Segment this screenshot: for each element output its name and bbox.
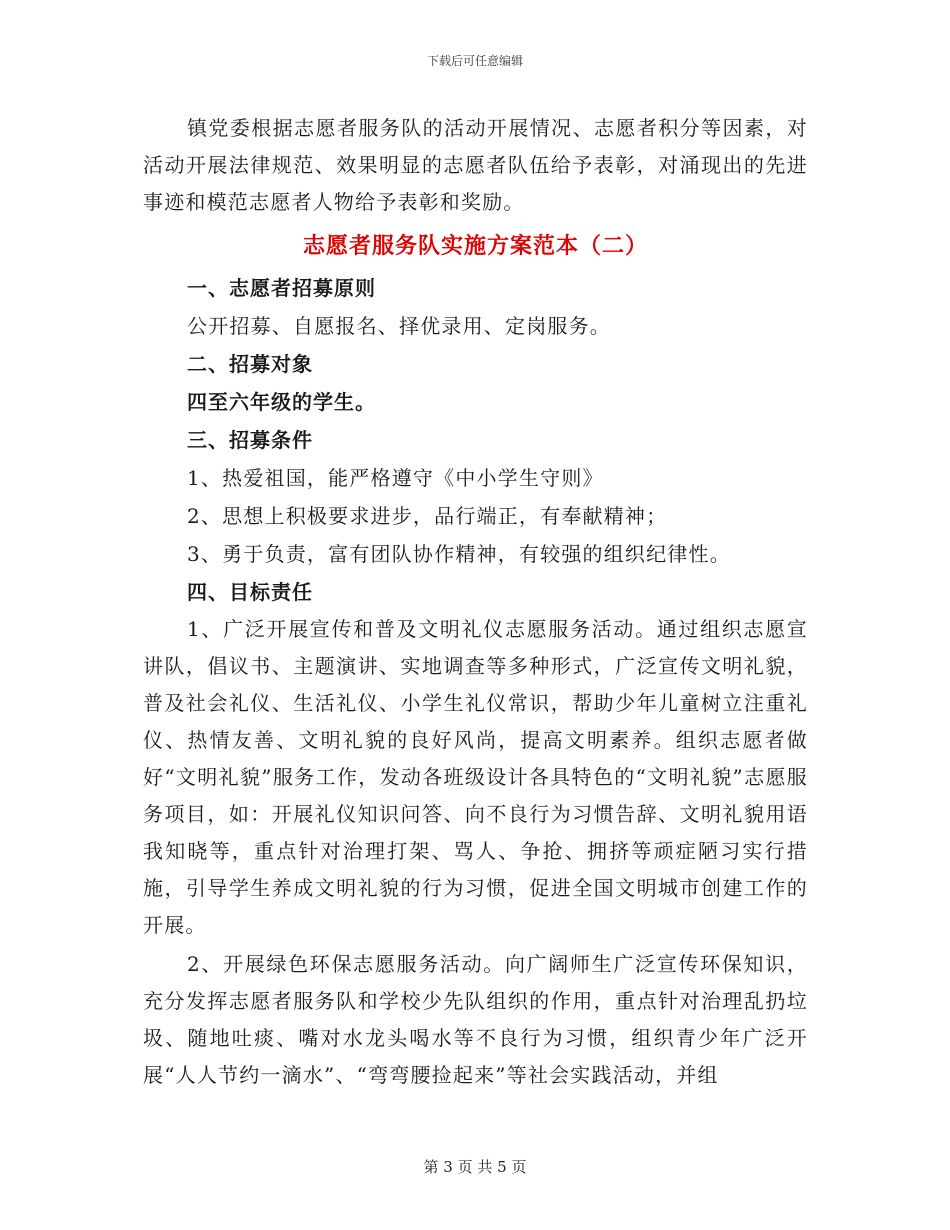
section2-heading: 二、招募对象 [187, 352, 313, 376]
page-number-footer: 第 3 页 共 5 页 [423, 1158, 527, 1176]
section1-heading: 一、志愿者招募原则 [187, 276, 376, 300]
section1-text: 公开招募、自愿报名、择优录用、定岗服务。 [187, 314, 611, 338]
goal-paragraph-2: 2、开展绿色环保志愿服务活动。向广阔师生广泛宣传环保知识，充分发挥志愿者服务队和学校少先队组织的作用，重点针对治理乱扔垃圾、随地吐痰、嘴对水龙头喝水等不良行为习惯，组织青少年广泛开展“人人节约一滴水”、“弯弯腰捡起来”等社会实践活动，并组 [143, 952, 808, 1087]
section4-heading: 四、目标责任 [187, 580, 313, 604]
condition-item: 1、热爱祖国，能严格遵守《中小学生守则》 [187, 466, 604, 490]
page-header-note: 下载后可任意编辑 [426, 54, 523, 68]
goal-paragraph-1: 1、广泛开展宣传和普及文明礼仪志愿服务活动。通过组织志愿宣讲队，倡议书、主题演讲、实地调查等多种形式，广泛宣传文明礼貌，普及社会礼仪、生活礼仪、小学生礼仪常识，帮助少年儿童树立注重礼仪、热情友善、文明礼貌的良好风尚，提高文明素养。组织志愿者做好“文明礼貌”服务工作，发动各班级设计各具特色的“文明礼貌”志愿服务项目，如：开展礼仪知识问答、向不良行为习惯告辞、文明礼貌用语我知晓等，重点针对治理打架、骂人、争抢、拥挤等顽症陋习实行措施，引导学生养成文明礼貌的行为习惯，促进全国文明城市创建工作的开展。 [143, 617, 808, 937]
intro-paragraph: 镇党委根据志愿者服务队的活动开展情况、志愿者积分等因素，对活动开展法律规范、效果明显的志愿者队伍给予表彰，对涌现出的先进事迹和模范志愿者人物给予表彰和奖励。 [143, 116, 808, 214]
section3-heading: 三、招募条件 [187, 428, 313, 452]
section2-text: 四至六年级的学生。 [187, 390, 376, 414]
condition-item: 2、思想上积极要求进步，品行端正，有奉献精神； [187, 504, 668, 528]
document-body [143, 110, 808, 1094]
condition-item: 3、勇于负责，富有团队协作精神，有较强的组织纪律性。 [187, 542, 731, 566]
document-title: 志愿者服务队实施方案范本（二） [302, 234, 648, 259]
